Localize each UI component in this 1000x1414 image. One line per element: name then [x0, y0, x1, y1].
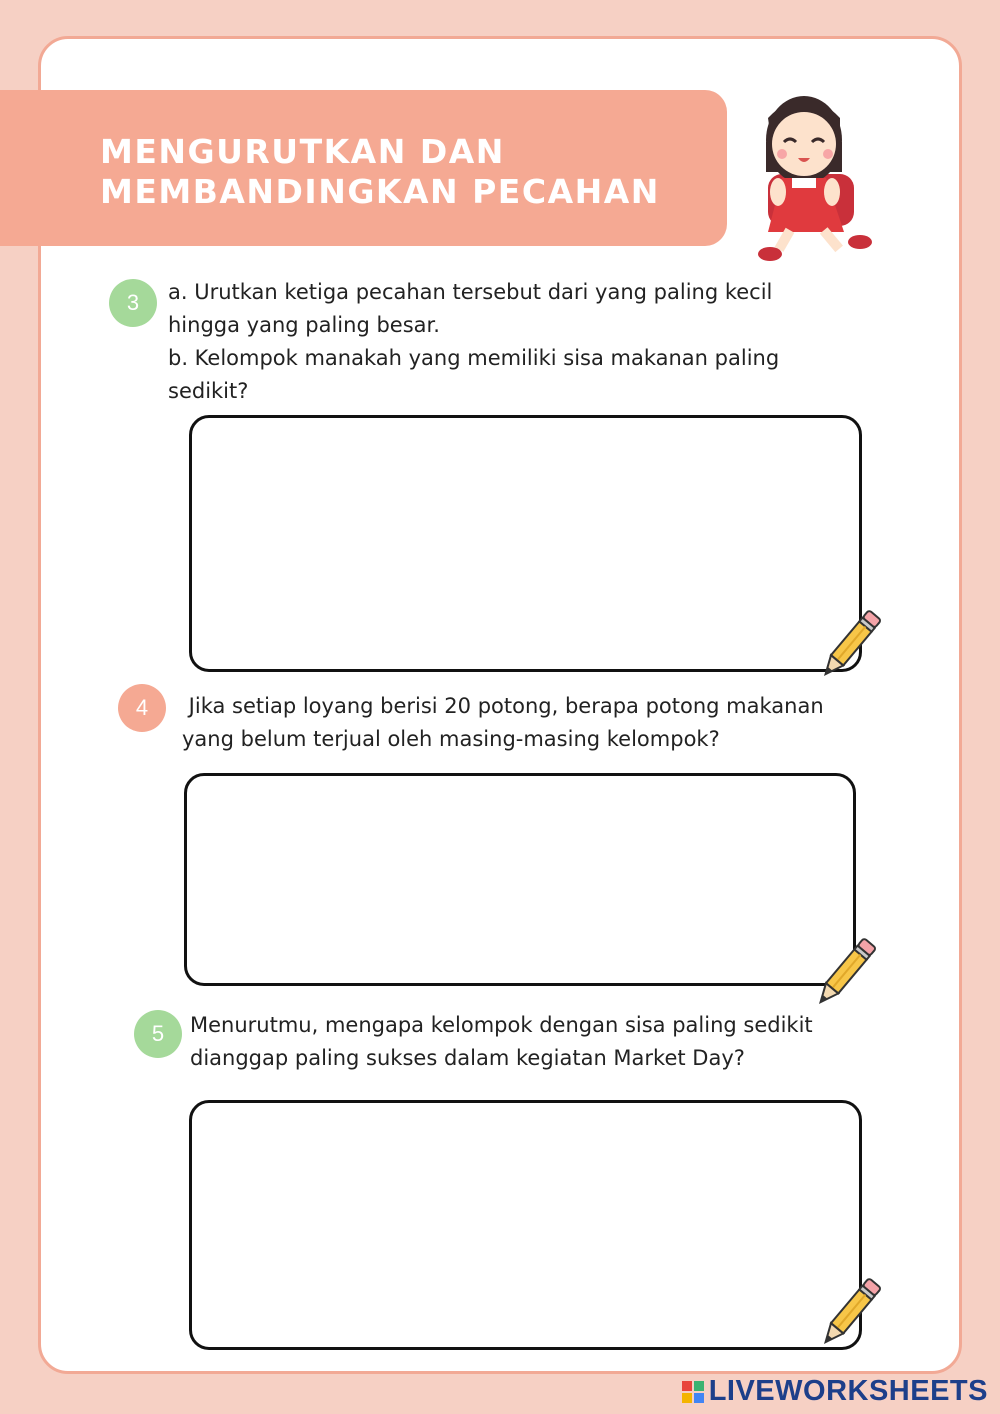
question-number: 4 — [135, 695, 149, 720]
question-line: sedikit? — [168, 379, 249, 403]
question-number: 3 — [126, 290, 140, 315]
answer-box[interactable] — [189, 1100, 862, 1350]
answer-box[interactable] — [189, 415, 862, 672]
liveworksheets-logo-icon — [681, 1380, 705, 1404]
question-number-badge — [118, 684, 166, 732]
question-number-badge — [109, 279, 157, 327]
question-line: hingga yang paling besar. — [168, 313, 440, 337]
question-number-badge — [134, 1010, 182, 1058]
question-text — [182, 690, 824, 756]
watermark-text: LIVEWORKSHEETS — [708, 1375, 988, 1407]
girl-with-backpack-icon — [748, 82, 878, 272]
question-line: yang belum terjual oleh masing-masing kelompok? — [182, 727, 720, 751]
pencil-icon — [814, 1272, 886, 1354]
pencil-icon — [809, 932, 881, 1014]
page-title-line-1: MENGURUTKAN DAN — [100, 132, 505, 171]
pencil-icon — [814, 604, 886, 686]
page-title — [100, 132, 660, 212]
answer-box[interactable] — [184, 773, 856, 986]
question-line: b. Kelompok manakah yang memiliki sisa makanan paling — [168, 346, 780, 370]
page-title-line-2: MEMBANDINGKAN PECAHAN — [100, 172, 660, 211]
question-line: Jika setiap loyang berisi 20 potong, berapa potong makanan — [182, 694, 824, 718]
question-text — [190, 1009, 813, 1075]
question-line: Menurutmu, mengapa kelompok dengan sisa paling sedikit — [190, 1013, 813, 1037]
question-line: dianggap paling sukses dalam kegiatan Market Day? — [190, 1046, 745, 1070]
question-line: a. Urutkan ketiga pecahan tersebut dari yang paling kecil — [168, 280, 773, 304]
question-number: 5 — [151, 1021, 165, 1046]
liveworksheets-watermark[interactable] — [681, 1375, 988, 1408]
question-text — [168, 276, 779, 408]
